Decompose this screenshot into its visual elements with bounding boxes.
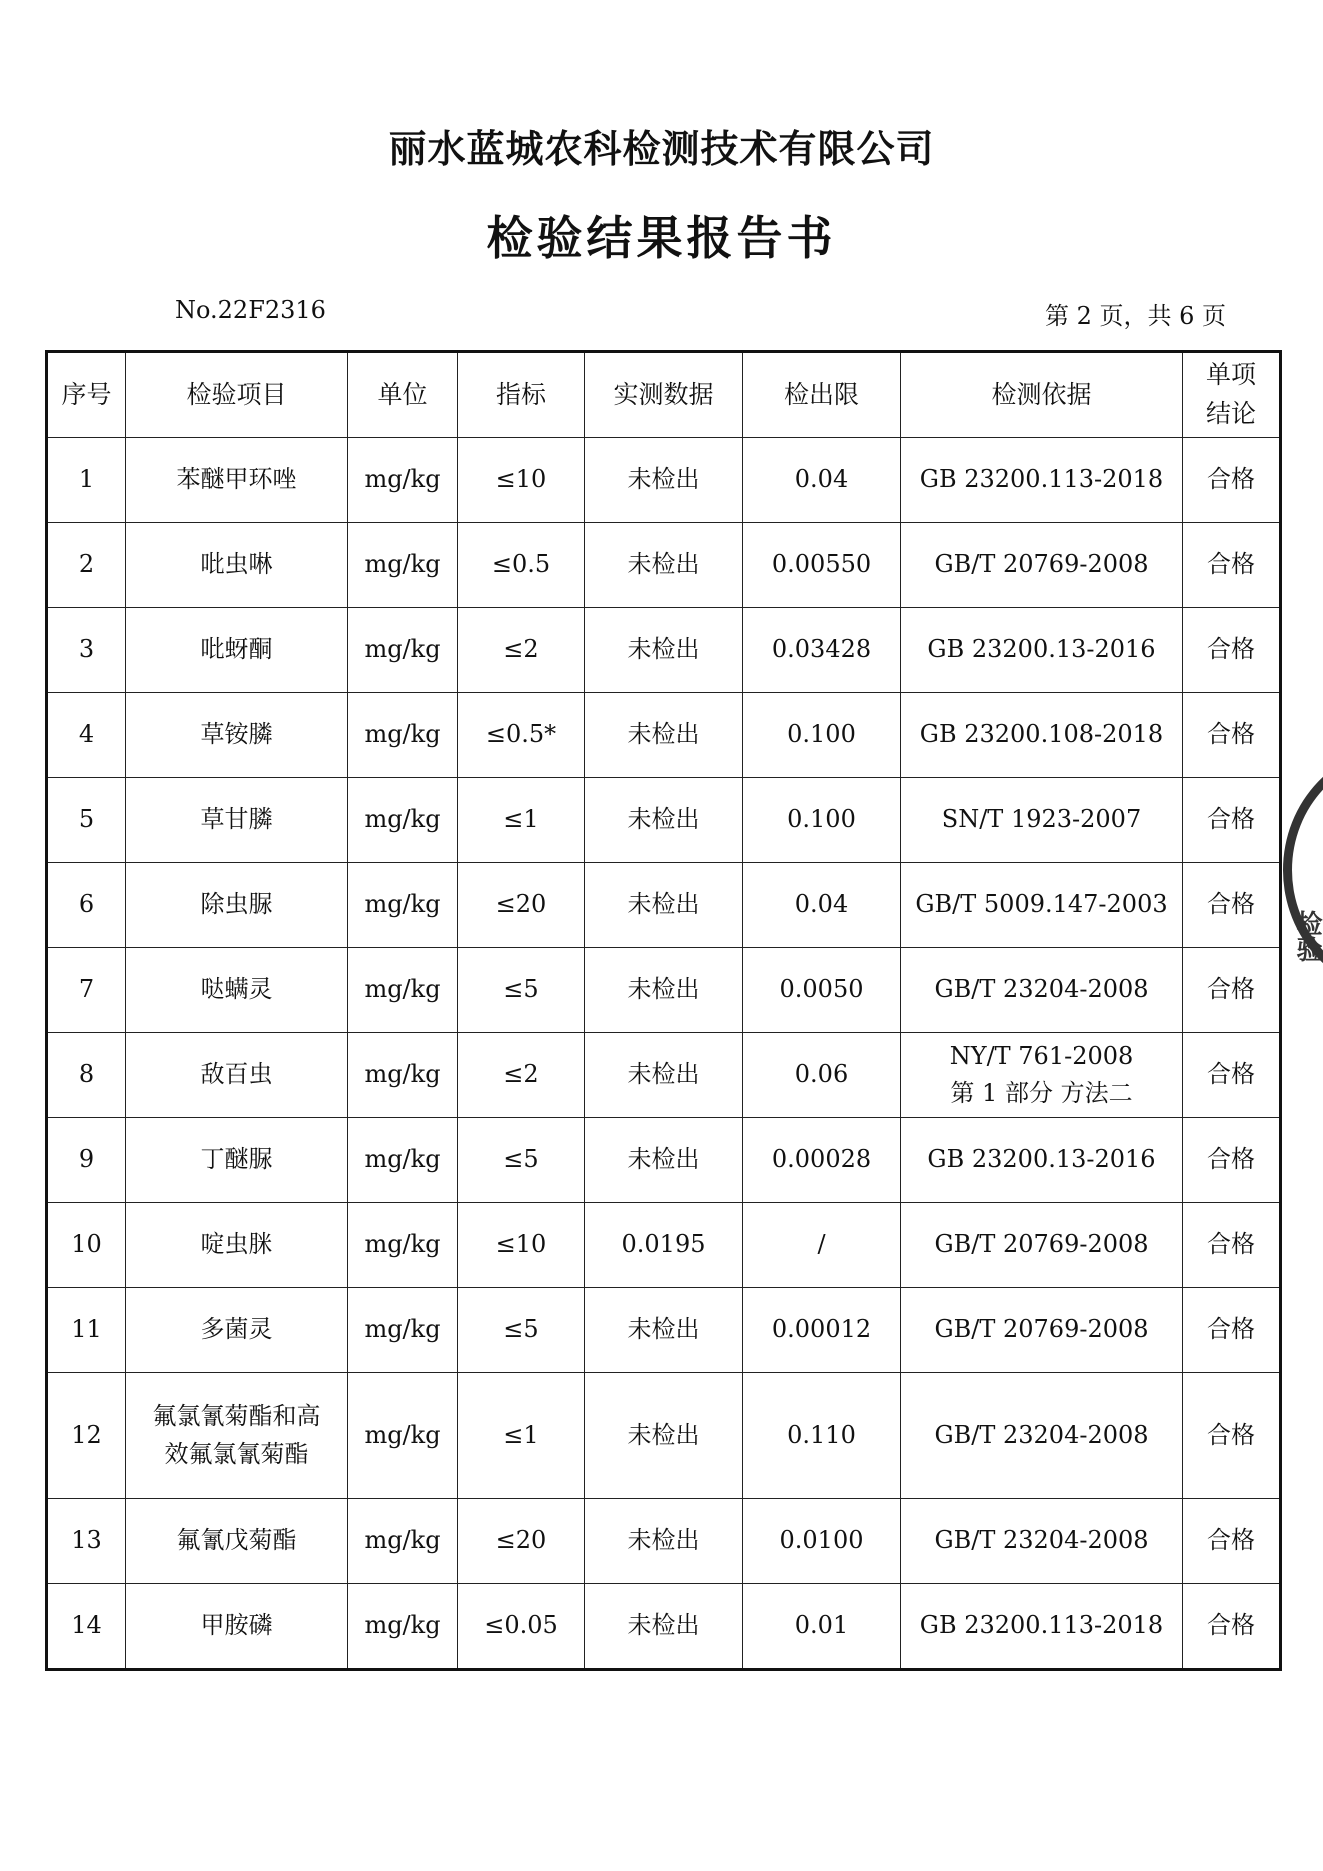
row-number: 3 (47, 608, 126, 693)
column-header: 单位 (348, 352, 458, 438)
seal-stamp (1283, 745, 1323, 995)
measured-value: 未检出 (585, 1118, 743, 1203)
seal-text: 检验 (1292, 910, 1322, 962)
limit-value: ≤0.05 (458, 1584, 585, 1670)
limit-value: ≤5 (458, 1288, 585, 1373)
table-row (47, 438, 1281, 523)
conclusion: 合格 (1183, 523, 1281, 608)
measured-value: 未检出 (585, 608, 743, 693)
column-header: 检出限 (743, 352, 901, 438)
conclusion: 合格 (1183, 1499, 1281, 1584)
detection-limit: 0.110 (743, 1373, 901, 1499)
test-item (126, 1373, 348, 1499)
test-item: 甲胺磷 (126, 1584, 348, 1670)
row-number: 12 (47, 1373, 126, 1499)
test-method: GB/T 20769-2008 (901, 1288, 1183, 1373)
limit-value: ≤10 (458, 1203, 585, 1288)
column-header: 指标 (458, 352, 585, 438)
detection-limit: 0.06 (743, 1033, 901, 1118)
detection-limit: 0.00550 (743, 523, 901, 608)
measured-value: 未检出 (585, 438, 743, 523)
test-method-line: NY/T 761-2008 (949, 1041, 1134, 1070)
conclusion: 合格 (1183, 1288, 1281, 1373)
test-method: GB/T 5009.147-2003 (901, 863, 1183, 948)
limit-value: ≤10 (458, 438, 585, 523)
limit-value: ≤20 (458, 1499, 585, 1584)
unit: mg/kg (348, 1373, 458, 1499)
column-header: 单项结论 (1183, 352, 1281, 438)
test-item: 哒螨灵 (126, 948, 348, 1033)
row-number: 14 (47, 1584, 126, 1670)
measured-value: 未检出 (585, 863, 743, 948)
report-number: No.22F2316 (175, 296, 326, 324)
measured-value: 未检出 (585, 1288, 743, 1373)
unit: mg/kg (348, 1203, 458, 1288)
conclusion: 合格 (1183, 948, 1281, 1033)
test-item: 苯醚甲环唑 (126, 438, 348, 523)
conclusion: 合格 (1183, 863, 1281, 948)
test-method: GB/T 20769-2008 (901, 1203, 1183, 1288)
table-row (47, 778, 1281, 863)
test-method: GB 23200.13-2016 (901, 608, 1183, 693)
row-number: 13 (47, 1499, 126, 1584)
conclusion: 合格 (1183, 1203, 1281, 1288)
column-header: 检测依据 (901, 352, 1183, 438)
test-item-text: 氟氯氰菊酯和高效氟氯氰菊酯 (152, 1402, 321, 1468)
detection-limit: 0.100 (743, 778, 901, 863)
table-row (47, 1118, 1281, 1203)
table-row (47, 1584, 1281, 1670)
unit: mg/kg (348, 778, 458, 863)
report-title: 检验结果报告书 (486, 211, 837, 265)
detection-limit: 0.00012 (743, 1288, 901, 1373)
test-item: 丁醚脲 (126, 1118, 348, 1203)
row-number: 8 (47, 1033, 126, 1118)
measured-value: 未检出 (585, 693, 743, 778)
test-method: GB/T 23204-2008 (901, 948, 1183, 1033)
table-header-row (47, 352, 1281, 438)
limit-value: ≤1 (458, 778, 585, 863)
table-row (47, 1033, 1281, 1118)
test-item: 草甘膦 (126, 778, 348, 863)
detection-limit: 0.04 (743, 863, 901, 948)
detection-limit: 0.100 (743, 693, 901, 778)
column-header: 实测数据 (585, 352, 743, 438)
test-method: GB/T 20769-2008 (901, 523, 1183, 608)
test-method: GB 23200.108-2018 (901, 693, 1183, 778)
row-number: 7 (47, 948, 126, 1033)
detection-limit: 0.01 (743, 1584, 901, 1670)
row-number: 11 (47, 1288, 126, 1373)
unit: mg/kg (348, 863, 458, 948)
unit: mg/kg (348, 693, 458, 778)
unit: mg/kg (348, 948, 458, 1033)
conclusion: 合格 (1183, 778, 1281, 863)
conclusion: 合格 (1183, 1584, 1281, 1670)
column-header: 检验项目 (126, 352, 348, 438)
row-number: 1 (47, 438, 126, 523)
test-method (901, 1033, 1183, 1118)
table-row (47, 523, 1281, 608)
limit-value: ≤1 (458, 1373, 585, 1499)
unit: mg/kg (348, 523, 458, 608)
unit: mg/kg (348, 608, 458, 693)
measured-value: 未检出 (585, 1584, 743, 1670)
test-item: 多菌灵 (126, 1288, 348, 1373)
test-method: GB 23200.113-2018 (901, 1584, 1183, 1670)
row-number: 9 (47, 1118, 126, 1203)
unit: mg/kg (348, 1288, 458, 1373)
test-item: 敌百虫 (126, 1033, 348, 1118)
table-row (47, 608, 1281, 693)
company-name: 丽水蓝城农科检测技术有限公司 (388, 126, 935, 171)
unit: mg/kg (348, 1499, 458, 1584)
detection-limit: 0.04 (743, 438, 901, 523)
test-item: 吡虫啉 (126, 523, 348, 608)
results-table (45, 350, 1282, 1671)
limit-value: ≤5 (458, 948, 585, 1033)
detection-limit: 0.03428 (743, 608, 901, 693)
test-item: 草铵膦 (126, 693, 348, 778)
detection-limit: 0.0050 (743, 948, 901, 1033)
measured-value: 未检出 (585, 948, 743, 1033)
unit: mg/kg (348, 438, 458, 523)
test-method: GB 23200.13-2016 (901, 1118, 1183, 1203)
table-row (47, 948, 1281, 1033)
test-method: SN/T 1923-2007 (901, 778, 1183, 863)
table-row (47, 863, 1281, 948)
limit-value: ≤2 (458, 1033, 585, 1118)
row-number: 10 (47, 1203, 126, 1288)
test-item: 吡蚜酮 (126, 608, 348, 693)
row-number: 2 (47, 523, 126, 608)
limit-value: ≤2 (458, 608, 585, 693)
measured-value: 未检出 (585, 1033, 743, 1118)
test-item: 除虫脲 (126, 863, 348, 948)
test-method-line: 第 1 部分 方法二 (950, 1079, 1133, 1107)
detection-limit: / (743, 1203, 901, 1288)
table-row (47, 693, 1281, 778)
test-method: GB/T 23204-2008 (901, 1373, 1183, 1499)
table-row (47, 1203, 1281, 1288)
limit-value: ≤20 (458, 863, 585, 948)
test-method: GB 23200.113-2018 (901, 438, 1183, 523)
detection-limit: 0.00028 (743, 1118, 901, 1203)
conclusion: 合格 (1183, 608, 1281, 693)
test-method: GB/T 23204-2008 (901, 1499, 1183, 1584)
table-row (47, 1373, 1281, 1499)
measured-value: 0.0195 (585, 1203, 743, 1288)
limit-value: ≤0.5 (458, 523, 585, 608)
measured-value: 未检出 (585, 523, 743, 608)
conclusion: 合格 (1183, 693, 1281, 778)
measured-value: 未检出 (585, 1499, 743, 1584)
column-header: 序号 (47, 352, 126, 438)
limit-value: ≤5 (458, 1118, 585, 1203)
row-number: 5 (47, 778, 126, 863)
conclusion: 合格 (1183, 438, 1281, 523)
page-indicator: 第 2 页，共 6 页 (1044, 302, 1226, 330)
table-row (47, 1288, 1281, 1373)
detection-limit: 0.0100 (743, 1499, 901, 1584)
row-number: 6 (47, 863, 126, 948)
conclusion: 合格 (1183, 1373, 1281, 1499)
conclusion: 合格 (1183, 1033, 1281, 1118)
unit: mg/kg (348, 1118, 458, 1203)
test-item: 氟氰戊菊酯 (126, 1499, 348, 1584)
table-row (47, 1499, 1281, 1584)
limit-value: ≤0.5* (458, 693, 585, 778)
unit: mg/kg (348, 1584, 458, 1670)
measured-value: 未检出 (585, 1373, 743, 1499)
test-item: 啶虫脒 (126, 1203, 348, 1288)
row-number: 4 (47, 693, 126, 778)
conclusion: 合格 (1183, 1118, 1281, 1203)
unit: mg/kg (348, 1033, 458, 1118)
measured-value: 未检出 (585, 778, 743, 863)
